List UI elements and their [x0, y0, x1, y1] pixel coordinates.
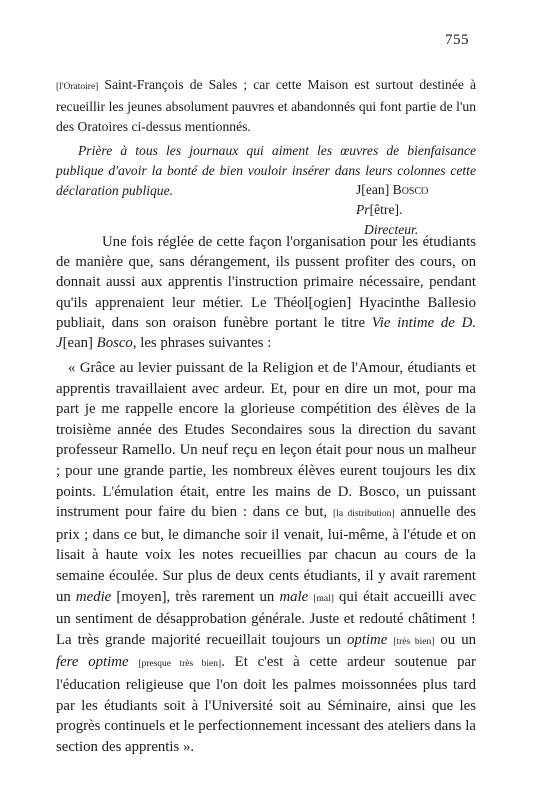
sig-etre: [être].	[369, 202, 403, 217]
quote-paragraph	[56, 358, 476, 757]
quote-s2: [mal]	[313, 593, 334, 604]
quote-i4: fere optime	[56, 654, 129, 671]
quote-s3: [très bien]	[393, 636, 435, 647]
quote-i2: male	[279, 588, 309, 605]
quote-t3: [moyen], très rarement un	[111, 588, 280, 605]
signature-title: Directeur.	[364, 222, 419, 237]
quote-i1: medie	[75, 588, 112, 605]
sig-pr: Pr	[356, 202, 370, 217]
oratoire-tag: [l'Oratoire]	[56, 82, 99, 92]
top-block-text1: Saint-François de Sales ; car cette Maison est surtout destinée à recueillir les jeunes absolument pauvres et abandonnés qui font partie de l'un des Oratoires ci-dessus mentionnés.	[56, 77, 476, 134]
signature-block	[56, 180, 476, 240]
quote-t2: annuelle des prix ; dans ce but, le dimanche soir il venait, lui-même, à l'étude et on lisait à haute voix les notes recueillies par chacun au cours de la semaine écoulée. Sur plus de deux cents étudiants, il y avait rarement un	[56, 504, 476, 605]
quote-i3: optime	[347, 631, 388, 648]
para-text-after: , les phrases suivantes :	[132, 335, 272, 352]
para-bosco-italic: Bosco	[92, 335, 133, 352]
sig-bosco: Bosco	[392, 182, 429, 197]
top-block-text	[56, 75, 476, 137]
para-title-italic: Vie intime de D. J	[56, 314, 476, 352]
signature-name	[56, 180, 476, 220]
quote-t5: ou un	[434, 631, 477, 648]
quote-t4: qui était accueilli avec un sentiment de désapprobation générale. Juste et redouté châtiment ! La très grande majorité recueillait toujours un	[56, 588, 477, 648]
sig-j: J	[356, 182, 362, 197]
body-paragraph	[56, 232, 476, 353]
quote-t1: « Grâce au levier puissant de la Religion et de l'Amour, étudiants et apprentis travaillaient avec ardeur. Et, pour en dire un mot, pour ma part je me rappelle encore la glorieuse compétition des élèves de la troisième année des Etudes Secondaires sous la direction du savant professeur Ramello. Un neuf reçu en leçon était pour nous un malheur ; pour une grande partie, les nombreux élèves eurent toujours les dix points. L'émulation était, entre les mains de D. Bosco, un puissant instrument pour faire du bien : dans ce but,	[56, 360, 476, 521]
sig-ean: [ean]	[361, 182, 390, 197]
prayer-text: Prière à tous les journaux qui aiment les œuvres de bienfaisance publique d'avoir la bonté de bien vouloir insérer dans leurs colonnes cette déclaration publique.	[56, 143, 476, 198]
quote-s4: [presque très bien]	[138, 659, 222, 670]
quote-t6: . Et c'est à cette ardeur soutenue par l'éducation religieuse que l'on doit les palmes moissonnées plus tard par les étudiants soit à l'Université soit au Séminaire, ainsi que les progrès continuels et le perfectionnement incessant des ateliers dans la section des apprentis ».	[56, 654, 476, 755]
para-ean: [ean]	[62, 335, 93, 352]
para-text-before: Une fois réglée de cette façon l'organisation pour les étudiants de manière que, sans dérangement, ils pussent profiter des cours, on donnait aussi aux apprentis l'instruction primaire nécessaire, pendant qu'ils apprenaient leur métier. Le Théol[ogien] Hyacinthe Ballesio publiait, dans son oraison funèbre portant le titre	[56, 234, 476, 331]
quote-s1: [la distribution]	[333, 509, 395, 520]
page-number: 755	[445, 32, 469, 48]
